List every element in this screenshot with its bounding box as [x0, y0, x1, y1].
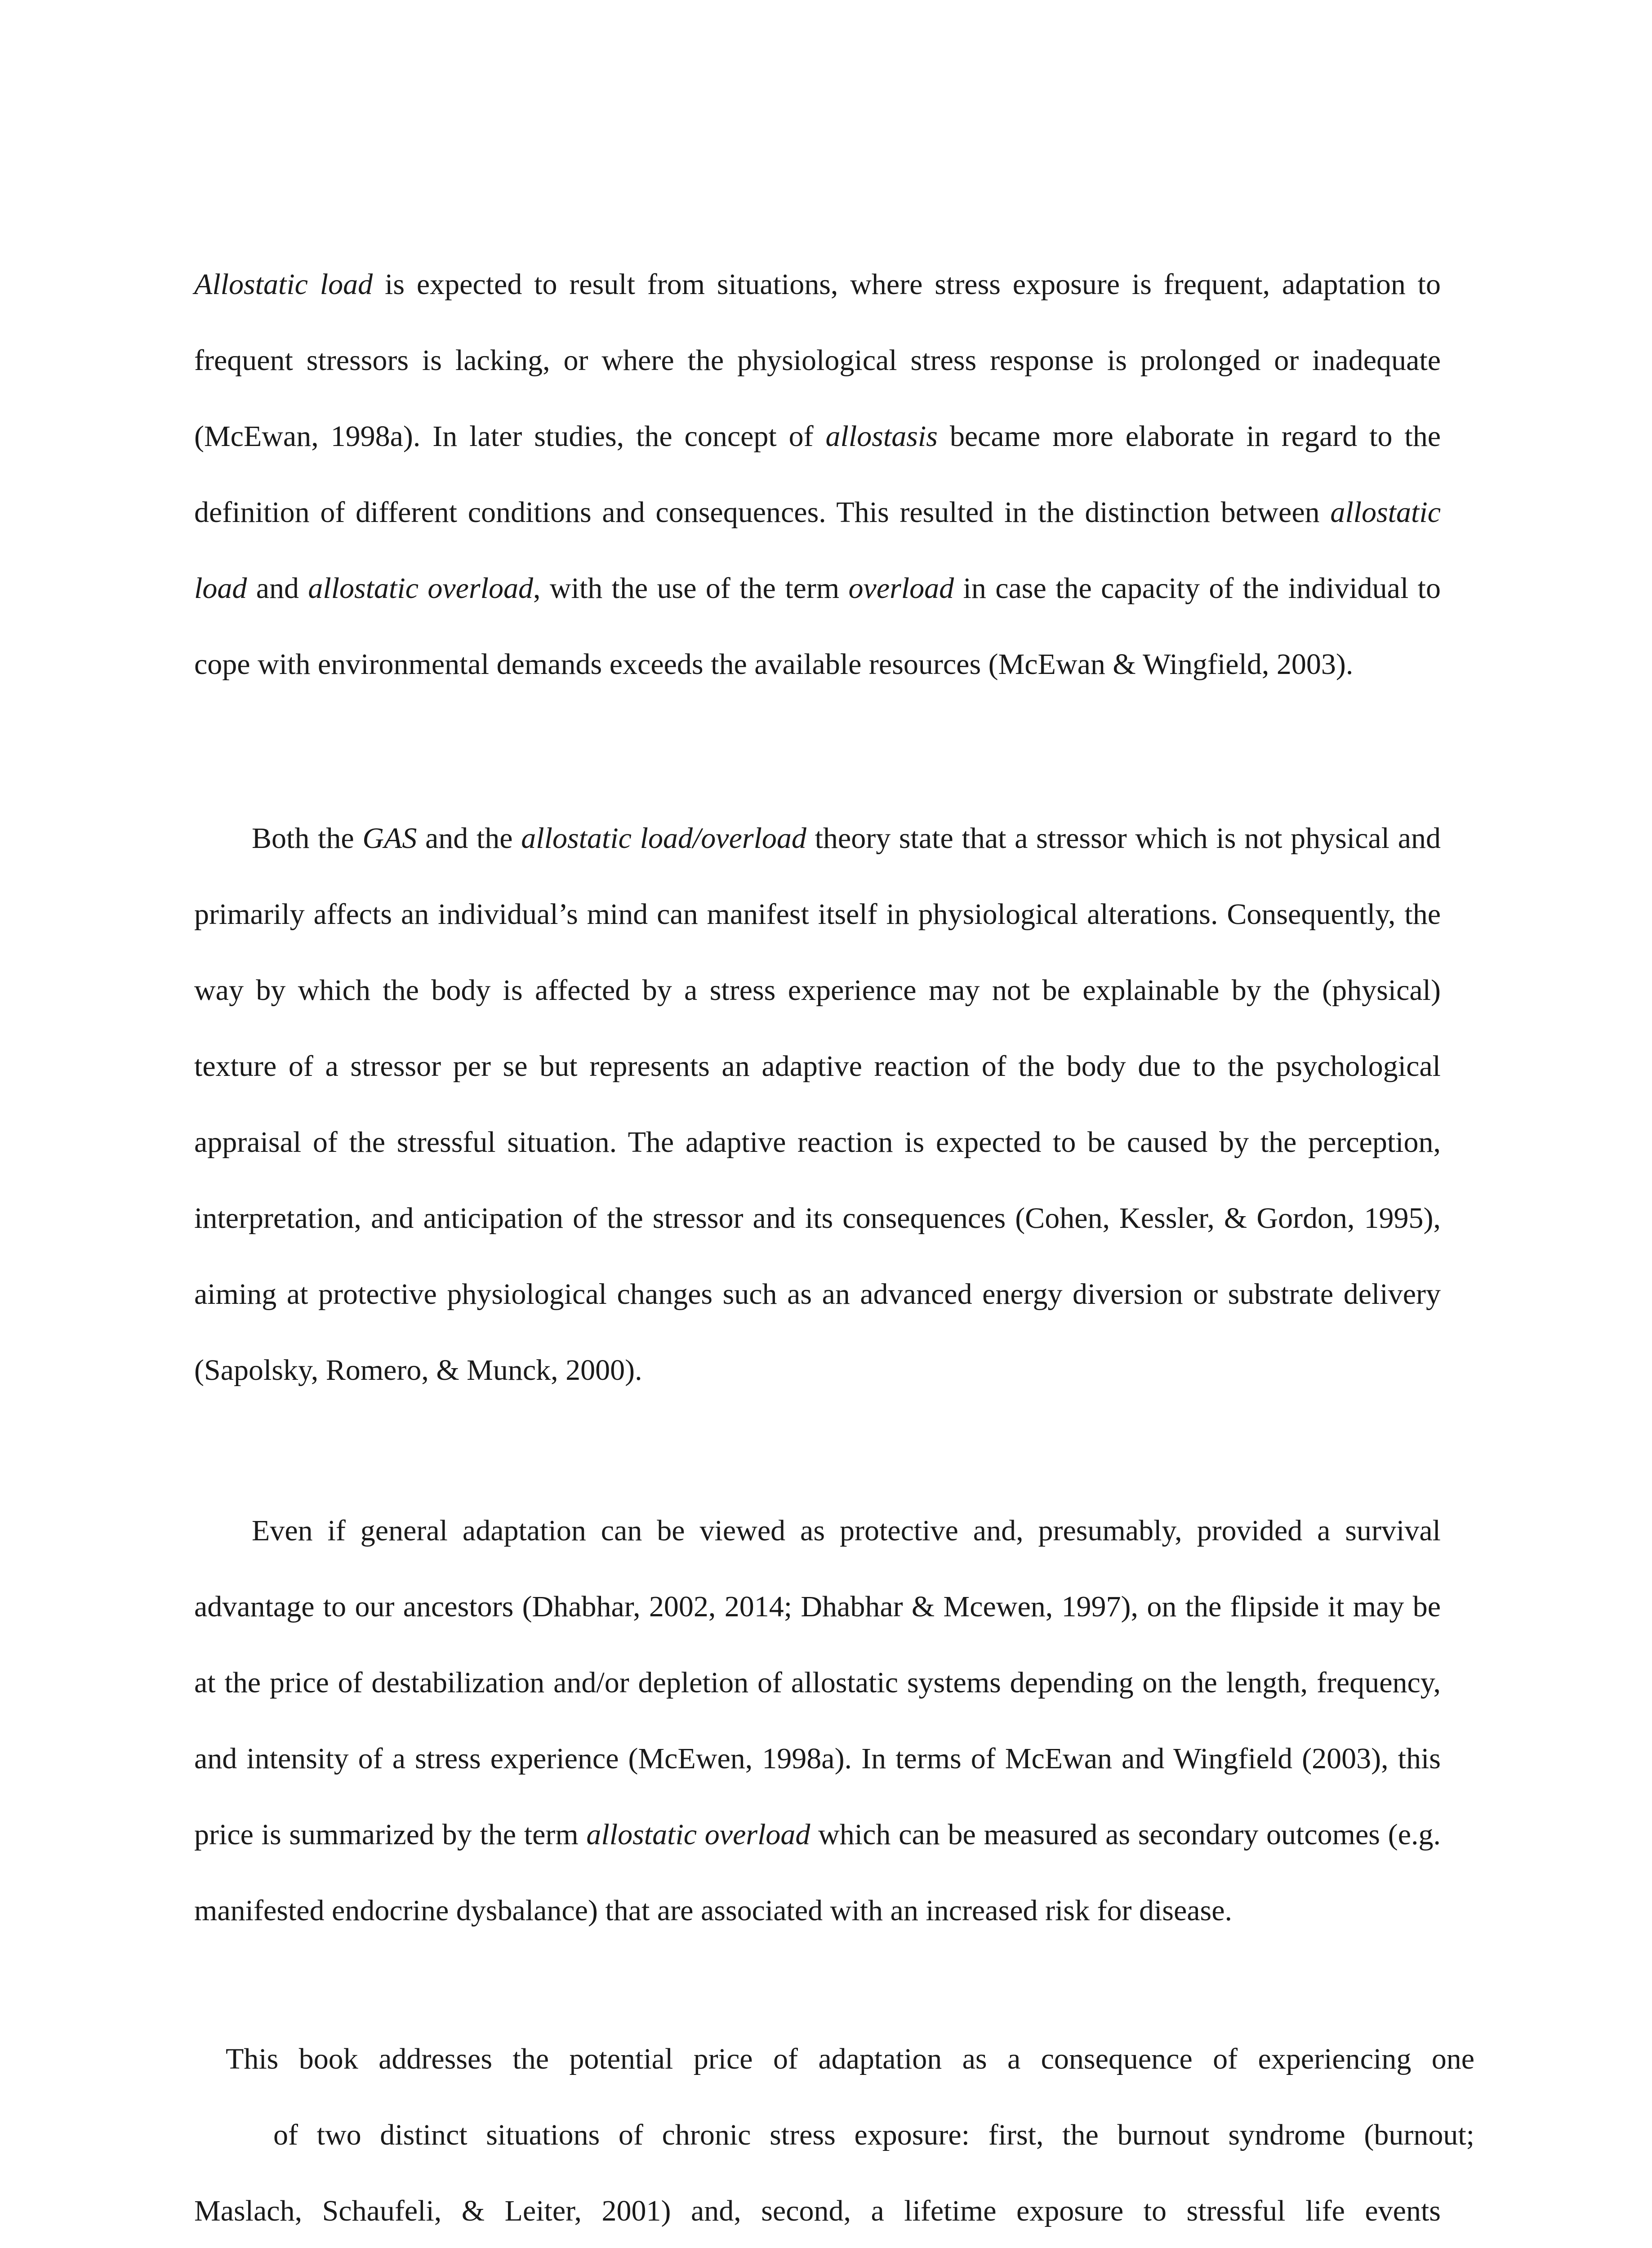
text-segment: became more elaborate in regard to the definition of different conditions and consequences. This resulted in the distinction between — [194, 420, 1441, 529]
text-segment: allostatic load — [194, 496, 1441, 605]
text-segment: GAS — [362, 822, 417, 855]
paragraph-book-addresses — [194, 2021, 1474, 2248]
text-segment: , with the use of the term — [533, 572, 849, 605]
paragraph-line: Maslach, Schaufeli, & Leiter, 2001) and, second, a lifetime exposure to stressful life events — [194, 2194, 1441, 2227]
paragraph-text — [194, 1493, 1441, 1949]
text-segment: Even if general adaptation can be viewed as protective and, presumably, provided a survival advantage to our ancestors (Dhabhar, 2002, 2014; Dhabhar & Mcewen, 1997), on the flipside it may be at the price of destabilization and/or depletion of allostatic systems depending on the length, frequency, and intensity of a stress experience (McEwen, 1998a). In terms of McEwan and Wingfield (2003), this price is summarized by the term — [194, 1514, 1441, 1851]
text-segment: which can be measured as secondary outcomes (e.g. manifested endocrine dysbalance) that are associated with an increased risk for disease. — [194, 1818, 1441, 1927]
paragraph-gas-theory — [194, 800, 1441, 1408]
text-segment: in case the capacity of the individual to cope with environmental demands exceeds the available resources (McEwan & Wingfield, 2003). — [194, 572, 1441, 681]
text-segment: theory state that a stressor which is not physical and primarily affects an individual’s mind can manifest itself in physiological alterations. Consequently, the way by which the body is affected by a stress experience may not be explainable by the (physical) texture of a stressor per se but represents an adaptive reaction of the body due to the psychological appraisal of the stressful situation. The adaptive reaction is expected to be caused by the perception, interpretation, and anticipation of the stressor and its consequences (Cohen, Kessler, & Gordon, 1995), aiming at protective physiological changes such as an advanced energy diversion or substrate delivery (Sapolsky, Romero, & Munck, 2000). — [194, 822, 1441, 1387]
paragraph-general-adaptation — [194, 1493, 1441, 1949]
paragraph-text — [194, 246, 1441, 702]
text-segment: and the — [417, 822, 521, 855]
text-segment: allostasis — [825, 420, 938, 453]
paragraph-allostatic-load — [194, 246, 1441, 702]
text-segment: allostatic overload — [308, 572, 533, 605]
paragraph-text — [194, 800, 1441, 1408]
text-segment: Allostatic load — [194, 268, 373, 301]
paragraph-line: This book addresses the potential price of adaptation as a consequence of experiencing one — [226, 2043, 1474, 2075]
text-segment: overload — [848, 572, 954, 605]
paragraph-line: of two distinct situations of chronic stress exposure: first, the burnout syndrome (burnout; — [273, 2119, 1474, 2151]
text-segment: allostatic overload — [586, 1818, 810, 1851]
text-segment: and — [247, 572, 308, 605]
text-segment: allostatic load/overload — [521, 822, 806, 855]
text-segment: Both the — [252, 822, 363, 855]
text-segment: is expected to result from situations, where stress exposure is frequent, adaptation to frequent stressors is lacking, or where the physiological stress response is prolonged or inadequate (McEwan, 1998a). In later studies, the concept of — [194, 268, 1441, 453]
